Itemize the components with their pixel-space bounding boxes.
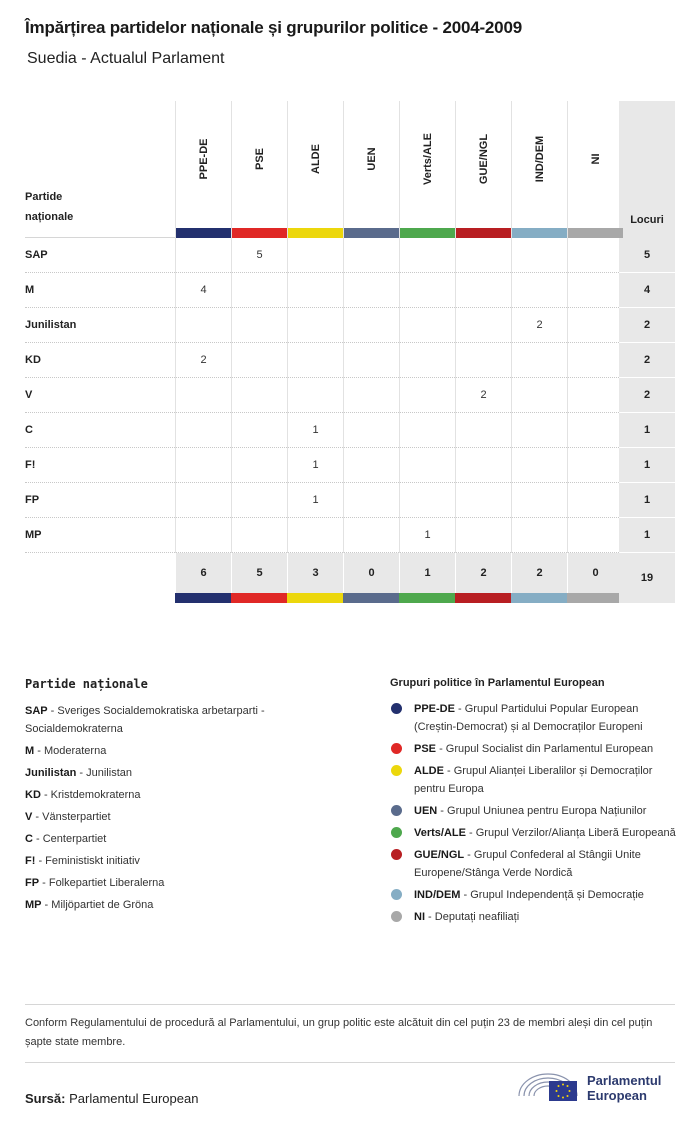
seat-count-cell (455, 308, 511, 343)
party-legend-item: MP - Miljöpartiet de Gröna (25, 899, 154, 911)
group-column-header (343, 101, 399, 238)
group-color-bar (288, 228, 343, 238)
party-legend-heading: Partide naționale (25, 677, 148, 691)
group-color-bar (455, 593, 511, 603)
seat-count-cell (455, 413, 511, 448)
seat-count-cell (399, 413, 455, 448)
column-total-cell: 0 (567, 553, 623, 593)
party-name: V (25, 389, 33, 401)
party-full-name: Folkepartiet Liberalerna (48, 877, 165, 889)
party-legend (25, 677, 325, 918)
group-column-label: ALDE (309, 144, 322, 174)
row-total-cell: 2 (619, 343, 675, 378)
party-name: MP (25, 529, 42, 541)
group-column-label: PSE (253, 147, 266, 171)
group-color-bar (400, 228, 455, 238)
party-abbreviation: C (25, 833, 33, 845)
seat-count-cell (175, 483, 231, 518)
group-color-bar (176, 228, 231, 238)
party-full-name: Vänsterpartiet (42, 811, 111, 823)
group-abbreviation: PSE (414, 743, 437, 755)
seat-count-cell (287, 378, 343, 413)
seat-count-cell (399, 273, 455, 308)
party-abbreviation: MP (25, 899, 42, 911)
table-row (25, 448, 675, 483)
party-legend-item: V - Vänsterpartiet (25, 811, 111, 823)
seat-count-cell (231, 448, 287, 483)
seat-count-cell (343, 483, 399, 518)
row-total-cell: 1 (619, 448, 675, 483)
group-color-dot-icon (391, 743, 402, 754)
row-total-cell: 2 (619, 378, 675, 413)
seat-count-cell (511, 378, 567, 413)
group-column-label: IND/DEM (533, 135, 546, 183)
seat-count-cell (567, 343, 623, 378)
seat-count-cell (343, 518, 399, 553)
party-name: SAP (25, 249, 48, 261)
party-legend-item: C - Centerpartiet (25, 833, 107, 845)
seats-column-header (619, 101, 675, 238)
party-name: F! (25, 459, 36, 471)
table-header (25, 101, 675, 238)
row-total-cell: 1 (619, 483, 675, 518)
table-row (25, 518, 675, 553)
seat-count-cell (511, 343, 567, 378)
party-full-name: Junilistan (86, 767, 132, 779)
group-legend-item: ALDE - Grupul Alianței Liberalilor și Democraților pentru Europa (390, 762, 680, 798)
seat-count-cell (287, 518, 343, 553)
grand-total-cell: 19 (619, 553, 675, 603)
table-row (25, 483, 675, 518)
group-abbreviation: PPE-DE (414, 703, 455, 715)
seat-count-cell (231, 413, 287, 448)
group-color-bar (232, 228, 287, 238)
seat-count-cell (231, 308, 287, 343)
seat-count-cell (175, 413, 231, 448)
group-abbreviation: UEN (414, 805, 438, 817)
seat-count-cell (455, 483, 511, 518)
group-column-header (567, 101, 623, 238)
party-abbreviation: M (25, 745, 35, 757)
group-color-dot-icon (391, 911, 402, 922)
seat-count-cell: 1 (287, 483, 343, 518)
group-color-bar (231, 593, 287, 603)
group-full-name: Grupul Socialist din Parlamentul European (445, 743, 654, 755)
table-row (25, 238, 675, 273)
seat-count-cell (455, 343, 511, 378)
parties-header-line2: naționale (25, 211, 74, 223)
group-column-header (399, 101, 455, 238)
party-abbreviation: F! (25, 855, 36, 867)
seat-count-cell (343, 308, 399, 343)
seat-count-cell (175, 378, 231, 413)
seat-count-cell (175, 238, 231, 273)
seat-count-cell (399, 483, 455, 518)
seat-count-cell (455, 238, 511, 273)
seat-count-cell (287, 273, 343, 308)
group-color-dot-icon (391, 889, 402, 900)
logo-text-line2: European (587, 1088, 647, 1103)
seat-count-cell: 1 (399, 518, 455, 553)
seat-count-cell (511, 448, 567, 483)
group-column-label: NI (589, 153, 602, 165)
group-color-dot-icon (391, 805, 402, 816)
seat-count-cell (511, 483, 567, 518)
seat-count-cell (455, 273, 511, 308)
seat-count-cell (343, 273, 399, 308)
seat-count-cell (399, 448, 455, 483)
seat-count-cell (567, 448, 623, 483)
parties-column-header (25, 187, 73, 227)
parties-header-line1: Partide (25, 191, 63, 203)
party-name: C (25, 424, 33, 436)
group-color-bar (399, 593, 455, 603)
group-column-header (455, 101, 511, 238)
group-legend-item: GUE/NGL - Grupul Confederal al Stângii Unite Europene/Stânga Verde Nordică (390, 846, 680, 882)
european-parliament-logo (515, 1066, 677, 1106)
group-legend-list (390, 700, 680, 926)
seat-count-cell: 1 (287, 413, 343, 448)
column-total-cell: 2 (455, 553, 511, 593)
party-full-name: Miljöpartiet de Gröna (51, 899, 154, 911)
party-legend-item: Junilistan - Junilistan (25, 767, 132, 779)
row-total-cell: 4 (619, 273, 675, 308)
footnote: Conform Regulamentului de procedură al Parlamentului, un grup politic este alcătuit din cel puțin 23 de membri aleși din cel puțin șapte state membre. (25, 1004, 675, 1063)
group-column-header (175, 101, 231, 238)
party-legend-item: KD - Kristdemokraterna (25, 789, 141, 801)
group-full-name: Grupul Partidului Popular European (Creștin-Democrat) și al Democraților Europeni (414, 703, 643, 733)
seat-count-cell: 2 (511, 308, 567, 343)
party-full-name: Feministiskt initiativ (45, 855, 140, 867)
party-full-name: Moderaterna (43, 745, 107, 757)
seat-count-cell (231, 343, 287, 378)
group-abbreviation: NI (414, 911, 425, 923)
seat-count-cell (343, 448, 399, 483)
party-abbreviation: FP (25, 877, 40, 889)
group-color-bar (512, 228, 567, 238)
table-row (25, 273, 675, 308)
table-row (25, 308, 675, 343)
group-full-name: Grupul Uniunea pentru Europa Națiunilor (447, 805, 647, 817)
seat-count-cell (567, 518, 623, 553)
party-legend-item: FP - Folkepartiet Liberalerna (25, 877, 165, 889)
seats-header-label: Locuri (630, 214, 664, 226)
group-color-bar (456, 228, 511, 238)
row-total-cell: 5 (619, 238, 675, 273)
group-color-bar (568, 228, 623, 238)
party-name: FP (25, 494, 40, 506)
row-total-cell: 2 (619, 308, 675, 343)
group-legend (390, 677, 680, 930)
group-color-dot-icon (391, 703, 402, 714)
seat-count-cell (567, 308, 623, 343)
group-column-header (231, 101, 287, 238)
seat-count-cell: 2 (455, 378, 511, 413)
seat-count-cell (399, 378, 455, 413)
page-title: Împărțirea partidelor naționale și grupurilor politice - 2004-2009 (25, 18, 522, 37)
seat-count-cell (287, 238, 343, 273)
seat-count-cell (343, 413, 399, 448)
seat-count-cell (343, 343, 399, 378)
table-body (25, 238, 675, 553)
seat-count-cell (231, 378, 287, 413)
group-legend-item: IND/DEM - Grupul Independență și Democrație (390, 886, 680, 904)
totals-row (25, 553, 675, 603)
table-row (25, 378, 675, 413)
party-name: Junilistan (25, 319, 77, 331)
group-legend-heading: Grupuri politice în Parlamentul European (390, 677, 605, 689)
parliament-hemicycle-icon (515, 1066, 581, 1104)
party-abbreviation: Junilistan (25, 767, 77, 779)
party-legend-item: F! - Feministiskt initiativ (25, 855, 140, 867)
group-column-label: PPE-DE (197, 138, 210, 180)
group-legend-item: Verts/ALE - Grupul Verzilor/Alianța Liberă Europeană (390, 824, 680, 842)
seat-count-cell (567, 483, 623, 518)
party-name: KD (25, 354, 41, 366)
seat-count-cell (567, 413, 623, 448)
group-column-label: GUE/NGL (477, 133, 490, 185)
group-color-bar (175, 593, 231, 603)
seat-count-cell (455, 448, 511, 483)
seat-count-cell (343, 378, 399, 413)
seat-count-cell (231, 483, 287, 518)
seat-count-cell (567, 238, 623, 273)
column-total-cell: 3 (287, 553, 343, 593)
logo-text-line1: Parlamentul (587, 1073, 662, 1088)
party-abbreviation: SAP (25, 705, 48, 717)
group-full-name: Grupul Verzilor/Alianța Liberă Europeană (475, 827, 676, 839)
seat-count-cell (511, 273, 567, 308)
party-legend-item: SAP - Sveriges Socialdemokratiska arbetarparti - Socialdemokraterna (25, 705, 265, 735)
seat-count-cell (175, 308, 231, 343)
party-abbreviation: V (25, 811, 33, 823)
seat-count-cell (343, 238, 399, 273)
group-full-name: Grupul Alianței Liberalilor și Democraților pentru Europa (414, 765, 653, 795)
column-total-cell: 6 (175, 553, 231, 593)
group-abbreviation: ALDE (414, 765, 444, 777)
party-name: M (25, 284, 35, 296)
group-full-name: Deputați neafiliați (434, 911, 520, 923)
seat-count-cell (231, 273, 287, 308)
column-total-cell: 1 (399, 553, 455, 593)
party-legend-item: M - Moderaterna (25, 745, 107, 757)
party-full-name: Sveriges Socialdemokratiska arbetarparti - Socialdemokraterna (25, 705, 265, 735)
group-abbreviation: Verts/ALE (414, 827, 466, 839)
group-full-name: Grupul Confederal al Stângii Unite Europene/Stânga Verde Nordică (414, 849, 641, 879)
seat-count-cell: 1 (287, 448, 343, 483)
seat-count-cell (175, 518, 231, 553)
group-abbreviation: IND/DEM (414, 889, 461, 901)
logo-text (587, 1073, 661, 1103)
group-color-dot-icon (391, 765, 402, 776)
seat-count-cell (231, 518, 287, 553)
group-color-bar (511, 593, 567, 603)
seat-count-cell (399, 343, 455, 378)
seat-count-cell (287, 308, 343, 343)
group-column-label: UEN (365, 147, 378, 171)
seat-count-cell (175, 448, 231, 483)
group-legend-item: NI - Deputați neafiliați (390, 908, 680, 926)
group-column-header (287, 101, 343, 238)
group-legend-item: UEN - Grupul Uniunea pentru Europa Națiunilor (390, 802, 680, 820)
group-color-bar (344, 228, 399, 238)
group-legend-item: PSE - Grupul Socialist din Parlamentul European (390, 740, 680, 758)
seat-count-cell (287, 343, 343, 378)
source-value: Parlamentul European (69, 1091, 199, 1106)
seat-count-cell: 4 (175, 273, 231, 308)
seat-count-cell: 5 (231, 238, 287, 273)
group-color-dot-icon (391, 827, 402, 838)
party-full-name: Kristdemokraterna (50, 789, 141, 801)
source-label: Sursă: (25, 1091, 66, 1106)
row-total-cell: 1 (619, 413, 675, 448)
seat-count-cell (399, 238, 455, 273)
group-column-label: Verts/ALE (421, 133, 434, 185)
party-legend-list (25, 702, 325, 914)
seat-count-cell (567, 378, 623, 413)
group-abbreviation: GUE/NGL (414, 849, 465, 861)
column-total-cell: 2 (511, 553, 567, 593)
table-row (25, 413, 675, 448)
seat-count-cell: 2 (175, 343, 231, 378)
source-line (25, 1091, 198, 1106)
seat-count-cell (511, 238, 567, 273)
column-total-cell: 0 (343, 553, 399, 593)
table-row (25, 343, 675, 378)
row-total-cell: 1 (619, 518, 675, 553)
seat-count-cell (399, 308, 455, 343)
seat-count-cell (455, 518, 511, 553)
party-full-name: Centerpartiet (42, 833, 107, 845)
group-color-dot-icon (391, 849, 402, 860)
page-subtitle: Suedia - Actualul Parlament (27, 50, 225, 67)
seat-count-cell (567, 273, 623, 308)
seats-table (25, 101, 675, 603)
group-color-bar (343, 593, 399, 603)
group-legend-item: PPE-DE - Grupul Partidului Popular European (Creștin-Democrat) și al Democraților Europeni (390, 700, 680, 736)
group-column-header (511, 101, 567, 238)
seat-count-cell (511, 518, 567, 553)
party-abbreviation: KD (25, 789, 41, 801)
group-color-bar (287, 593, 343, 603)
column-total-cell: 5 (231, 553, 287, 593)
seat-count-cell (511, 413, 567, 448)
group-color-bar (567, 593, 623, 603)
group-full-name: Grupul Independență și Democrație (470, 889, 644, 901)
